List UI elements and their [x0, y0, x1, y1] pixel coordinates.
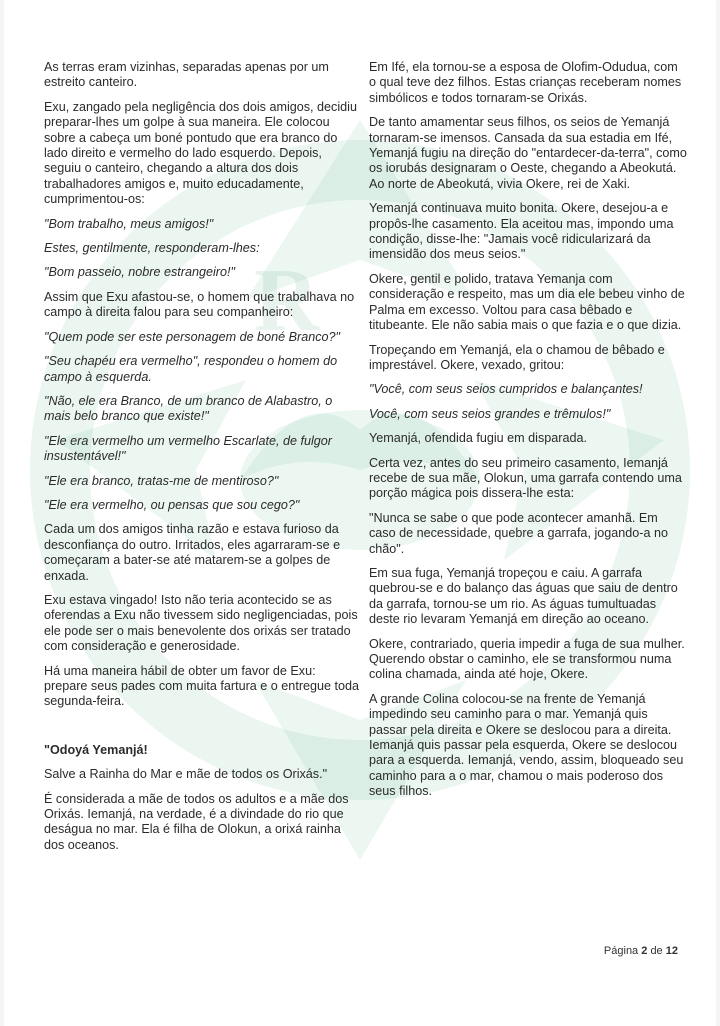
paragraph: É considerada a mãe de todos os adultos e a mãe dos Orixás. Iemanjá, na verdade, é a divindade do rio que deságua no mar. Ela é filha de Olokun, a orixá rainha dos oceanos. — [44, 791, 349, 852]
paragraph: As terras eram vizinhas, separadas apenas por um estreito canteiro. — [44, 60, 329, 90]
paragraph: Cada um dos amigos tinha razão e estava furioso da desconfiança do outro. Irritados, eles agarraram-se e começaram a bater-se até matarem-se a golpes de enxada. — [44, 522, 341, 583]
paragraph: Certa vez, antes do seu primeiro casamento, Iemanjá recebe de sua mãe, Olokun, uma garrafa contendo uma porção mágica pois dissera-lhe esta: — [369, 455, 682, 501]
paragraph: "Nunca se sabe o que pode acontecer amanhã. Em caso de necessidade, quebre a garrafa, jogando-a no chão". — [369, 510, 668, 556]
paragraph: "Seu chapéu era vermelho", respondeu o homem do campo à esquerda. — [44, 354, 338, 384]
watermark-letter: R — [254, 251, 319, 350]
page-number — [604, 945, 678, 957]
left-column — [44, 60, 362, 862]
paragraph: A grande Colina colocou-se na frente de Yemanjá impedindo seu caminho para o mar. Yemanjá quis passar pela direita e Okere se deslocou para a direita. Iemanjá quis passar pela esquerda, Okere se deslocou para a esquerda. Iemanjá, vendo, assim, bloqueado seu caminho para a o mar, chamou o mais poderoso dos seus filhos. — [369, 691, 684, 799]
paragraph: Estes, gentilmente, responderam-lhes: — [44, 241, 260, 256]
paragraph: Há uma maneira hábil de obter um favor de Exu: prepare seus pades com muita fartura e o entregue toda segunda-feira. — [44, 663, 360, 709]
paragraph: "Bom trabalho, meus amigos!" — [44, 216, 214, 231]
paragraph: Em sua fuga, Yemanjá tropeçou e caiu. A garrafa quebrou-se e do balanço das águas que saiu de dentro da garrafa, tornou-se um rio. As águas tumultuadas deste rio levaram Yemanjá em direção ao oceano. — [369, 565, 678, 627]
page-label: Página — [603, 945, 639, 957]
paragraph: Exu estava vingado! Isto não teria acontecido se as oferendas a Exu não tivessem sido negligenciadas, pois ele pode ser o mais benevolente dos orixás ser tratado com consideração e generosidade. — [44, 592, 358, 654]
paragraph: "Quem pode ser este personagem de boné Branco?" — [44, 329, 340, 344]
paragraph: Okere, gentil e polido, tratava Yemanja com consideração e respeito, mas um dia ele bebeu vinho de Palma em excesso. Voltou para casa bêbado e titubeante. Ele não sabia mais o que fazia e o que dizia. — [369, 271, 685, 333]
paragraph: "Não, ele era Branco, de um branco de Alabastro, o mais belo branco que existe!" — [44, 393, 333, 424]
paragraph: Em Ifé, ela tornou-se a esposa de Olofim-Odudua, com o qual teve dez filhos. Estas crianças receberam nomes simbólicos e todos tornaram-se Orixás. — [369, 60, 682, 105]
right-column — [369, 60, 687, 809]
paragraph: Assim que Exu afastou-se, o homem que trabalhava no campo à direita falou para seu companheiro: — [44, 289, 355, 320]
section-heading: "Odoyá Yemanjá! — [44, 742, 148, 757]
paragraph: Salve a Rainha do Mar e mãe de todos os Orixás." — [44, 767, 328, 782]
paragraph: Exu, zangado pela negligência dos dois amigos, decidiu preparar-lhes um golpe à sua maneira. Ele colocou sobre a cabeça um boné pontudo que era branco do lado direito e vermelho do lado esquerdo. Depois, seguiu o canteiro, chegando a altura dos dois trabalhadores amigos e, muito educadamente, cumprimentou-os: — [44, 99, 357, 207]
page-total: 12 — [665, 945, 678, 957]
paragraph: Okere, contrariado, queria impedir a fuga de sua mulher. Querendo obstar o caminho, ele se transformou numa colina chamada, ainda até hoje, Okere. — [369, 636, 685, 682]
document-page — [4, 0, 716, 1026]
paragraph: "Você, com seus seios cumpridos e balançantes! — [369, 382, 643, 397]
paragraph: Tropeçando em Yemanjá, ela o chamou de bêbado e imprestável. Okere, vexado, gritou: — [369, 342, 665, 372]
paragraph: Yemanjá continuava muito bonita. Okere, desejou-a e propôs-lhe casamento. Ela aceitou mas, impondo uma condição, disse-lhe: "Jamais você ridicularizará da imensidão dos meus seios." — [369, 201, 674, 262]
paragraph: "Bom passeio, nobre estrangeiro!" — [44, 265, 235, 280]
paragraph: De tanto amamentar seus filhos, os seios de Yemanjá tornaram-se imensos. Cansada da sua estadia em Ifé, Yemanjá fugiu na direção do "entardecer-da-terra", como os iorubás designaram o Oeste, chegando a Abeokutá. Ao norte de Abeokutá, vivia Okere, rei de Xaki. — [369, 115, 687, 191]
section-gap — [44, 719, 362, 743]
paragraph: Yemanjá, ofendida fugiu em disparada. — [369, 431, 587, 446]
paragraph: "Ele era vermelho, ou pensas que sou cego?" — [44, 497, 300, 512]
paragraph: "Ele era vermelho um vermelho Escarlate, de fulgor insustentável!" — [44, 433, 332, 464]
page-current: 2 — [641, 945, 648, 957]
paragraph: "Ele era branco, tratas-me de mentiroso?" — [44, 473, 279, 488]
paragraph: Você, com seus seios grandes e trêmulos!" — [369, 406, 611, 421]
page-separator: de — [650, 945, 663, 957]
